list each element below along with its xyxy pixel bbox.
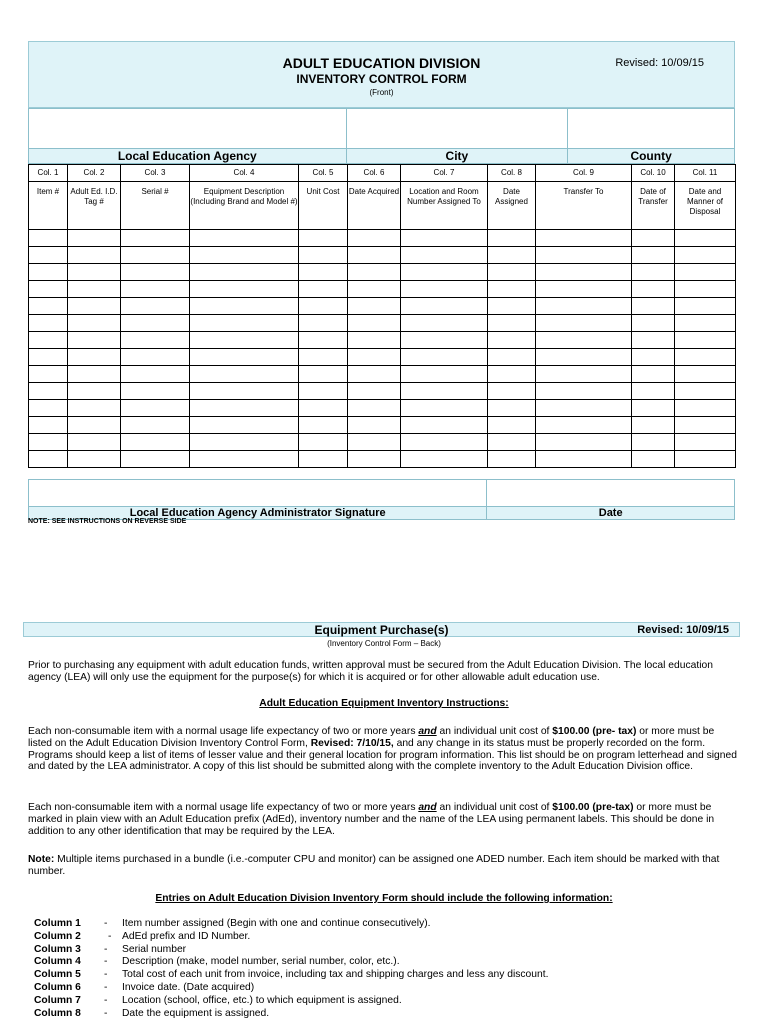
table-cell[interactable] — [68, 366, 121, 383]
table-cell[interactable] — [401, 332, 488, 349]
signature-table — [28, 479, 735, 520]
table-cell[interactable] — [68, 332, 121, 349]
table-cell[interactable] — [536, 230, 632, 247]
table-cell[interactable] — [401, 417, 488, 434]
table-cell[interactable] — [121, 230, 190, 247]
table-cell[interactable] — [488, 247, 536, 264]
table-cell[interactable] — [348, 400, 401, 417]
table-cell[interactable] — [121, 349, 190, 366]
bundle-note: Note: Multiple items purchased in a bundle (i.e.-computer CPU and monitor) can be assigned one ADED number. Each item should be marked with that number. — [28, 854, 720, 877]
table-row — [29, 400, 736, 417]
table-row — [29, 332, 736, 349]
table-cell[interactable] — [29, 281, 68, 298]
table-cell[interactable] — [632, 366, 675, 383]
table-cell[interactable] — [675, 230, 736, 247]
table-cell[interactable] — [190, 434, 299, 451]
column-number: Col. 5 — [299, 165, 348, 182]
table-cell[interactable] — [536, 281, 632, 298]
table-cell[interactable] — [190, 417, 299, 434]
table-cell[interactable] — [121, 400, 190, 417]
table-cell[interactable] — [299, 247, 348, 264]
table-cell[interactable] — [632, 230, 675, 247]
table-cell[interactable] — [675, 451, 736, 468]
column-number-row — [29, 165, 736, 182]
column-label: Column 1 — [34, 918, 81, 929]
table-cell[interactable] — [536, 247, 632, 264]
table-cell[interactable] — [675, 383, 736, 400]
table-cell[interactable] — [536, 383, 632, 400]
city-label: City — [346, 149, 568, 164]
form-header — [28, 41, 735, 108]
table-cell[interactable] — [190, 383, 299, 400]
table-cell[interactable] — [632, 332, 675, 349]
table-cell[interactable] — [675, 281, 736, 298]
table-cell[interactable] — [299, 349, 348, 366]
table-cell[interactable] — [675, 366, 736, 383]
table-cell[interactable] — [299, 417, 348, 434]
column-header: Serial # — [121, 182, 190, 230]
column-number: Col. 11 — [675, 165, 736, 182]
table-cell[interactable] — [29, 264, 68, 281]
table-cell[interactable] — [632, 434, 675, 451]
table-cell[interactable] — [68, 451, 121, 468]
table-cell[interactable] — [121, 315, 190, 332]
table-cell[interactable] — [536, 315, 632, 332]
table-cell[interactable] — [348, 349, 401, 366]
dash-separator: - — [104, 1007, 108, 1019]
table-cell[interactable] — [348, 383, 401, 400]
table-cell[interactable] — [675, 247, 736, 264]
table-cell[interactable] — [299, 315, 348, 332]
column-number: Col. 3 — [121, 165, 190, 182]
table-cell[interactable] — [536, 417, 632, 434]
back-header — [23, 622, 740, 637]
column-label: Column 6 — [34, 981, 81, 993]
table-cell[interactable] — [29, 247, 68, 264]
table-cell[interactable] — [401, 383, 488, 400]
back-subtitle: (Inventory Control Form – Back) — [327, 639, 441, 648]
table-cell[interactable] — [536, 434, 632, 451]
table-cell[interactable] — [121, 332, 190, 349]
column-description: Item number assigned (Begin with one and continue consecutively). — [122, 918, 431, 929]
table-cell[interactable] — [675, 298, 736, 315]
table-cell[interactable] — [121, 417, 190, 434]
column-number: Col. 4 — [190, 165, 299, 182]
table-cell[interactable] — [29, 400, 68, 417]
table-cell[interactable] — [348, 281, 401, 298]
table-cell[interactable] — [190, 247, 299, 264]
table-cell[interactable] — [348, 332, 401, 349]
table-cell[interactable] — [68, 264, 121, 281]
table-cell[interactable] — [68, 349, 121, 366]
table-cell[interactable] — [488, 332, 536, 349]
table-cell[interactable] — [536, 451, 632, 468]
table-cell[interactable] — [68, 400, 121, 417]
table-row — [29, 349, 736, 366]
table-cell[interactable] — [190, 451, 299, 468]
instructions-paragraph-1: Each non-consumable item with a normal usage life expectancy of two or more years and an individual unit cost of $100.00 (pre- tax) or more must be listed on the Adult Education Division Inventory Control Form, Revised: 7/10/15, and any change in its status must be properly recorded on the form. Programs should keep a list of items of lesser value and their general location for program information. This list should be on program letterhead and signed and dated by the LEA administrator. A copy of this list should be submitted along with the complete inventory to the Adult Education Division office. — [28, 726, 737, 773]
table-cell[interactable] — [401, 400, 488, 417]
column-description: Location (school, office, etc.) to which equipment is assigned. — [122, 994, 402, 1006]
table-cell[interactable] — [401, 264, 488, 281]
table-row — [29, 264, 736, 281]
table-cell[interactable] — [536, 298, 632, 315]
form-side-label: (Front) — [369, 88, 394, 97]
table-cell[interactable] — [401, 434, 488, 451]
column-header: Date of Transfer — [632, 182, 675, 230]
table-cell[interactable] — [488, 366, 536, 383]
dash-separator: - — [104, 956, 108, 968]
table-cell[interactable] — [488, 298, 536, 315]
table-cell[interactable] — [68, 434, 121, 451]
table-cell[interactable] — [29, 349, 68, 366]
column-number: Col. 6 — [348, 165, 401, 182]
intro-paragraph: Prior to purchasing any equipment with adult education funds, written approval must be secured from the Adult Education Division. The local education agency (LEA) will only use the equipment for the purpose(s) for which it is acquired or for other allowable adult education use. — [28, 660, 713, 683]
column-description: Date the equipment is assigned. — [122, 1007, 270, 1019]
table-cell[interactable] — [299, 383, 348, 400]
table-cell[interactable] — [488, 417, 536, 434]
table-cell[interactable] — [401, 298, 488, 315]
table-cell[interactable] — [299, 281, 348, 298]
table-cell[interactable] — [68, 298, 121, 315]
table-cell[interactable] — [632, 298, 675, 315]
table-cell[interactable] — [190, 264, 299, 281]
lea-info-table — [28, 108, 735, 164]
column-number: Col. 2 — [68, 165, 121, 182]
table-cell[interactable] — [190, 349, 299, 366]
column-label: Column 4 — [34, 956, 81, 968]
table-cell[interactable] — [401, 315, 488, 332]
table-cell[interactable] — [401, 349, 488, 366]
table-cell[interactable] — [299, 434, 348, 451]
back-revised-date: Revised: 10/09/15 — [637, 624, 729, 636]
column-number: Col. 10 — [632, 165, 675, 182]
table-cell[interactable] — [348, 451, 401, 468]
city-field[interactable] — [346, 109, 568, 149]
table-cell[interactable] — [299, 264, 348, 281]
table-cell[interactable] — [536, 349, 632, 366]
signature-date-field[interactable] — [487, 480, 735, 507]
table-cell[interactable] — [536, 366, 632, 383]
table-cell[interactable] — [675, 434, 736, 451]
dash-separator: - — [104, 943, 108, 955]
table-cell[interactable] — [299, 230, 348, 247]
table-row — [29, 315, 736, 332]
table-cell[interactable] — [190, 298, 299, 315]
table-cell[interactable] — [632, 417, 675, 434]
table-cell[interactable] — [121, 281, 190, 298]
table-cell[interactable] — [299, 400, 348, 417]
table-cell[interactable] — [348, 417, 401, 434]
column-number: Col. 8 — [488, 165, 536, 182]
column-description: Description (make, model number, serial number, color, etc.). — [122, 956, 400, 968]
table-cell[interactable] — [536, 332, 632, 349]
table-cell[interactable] — [121, 247, 190, 264]
instructions-paragraph-2: Each non-consumable item with a normal usage life expectancy of two or more years and an individual unit cost of $100.00 (pre-tax) or more must be marked in plain view with an Adult Education prefix (AdEd), inventory number and the name of the LEA using permanent labels. This should be done in addition to any other identification that may be required by the LEA. — [28, 802, 715, 837]
back-title: Equipment Purchase(s) — [314, 623, 449, 637]
table-cell[interactable] — [29, 451, 68, 468]
table-cell[interactable] — [536, 400, 632, 417]
table-cell[interactable] — [29, 298, 68, 315]
table-cell[interactable] — [348, 264, 401, 281]
table-row — [29, 281, 736, 298]
table-cell[interactable] — [401, 281, 488, 298]
signature-field[interactable] — [29, 480, 487, 507]
table-cell[interactable] — [348, 366, 401, 383]
entries-heading: Entries on Adult Education Division Inventory Form should include the following information: — [155, 893, 613, 904]
table-cell[interactable] — [68, 281, 121, 298]
table-cell[interactable] — [675, 315, 736, 332]
table-cell[interactable] — [488, 434, 536, 451]
table-cell[interactable] — [488, 315, 536, 332]
column-header: Item # — [29, 182, 68, 230]
column-number: Col. 9 — [536, 165, 632, 182]
county-field[interactable] — [568, 109, 735, 149]
column-header: Date Assigned — [488, 182, 536, 230]
table-cell[interactable] — [190, 315, 299, 332]
table-cell[interactable] — [121, 383, 190, 400]
table-cell[interactable] — [401, 230, 488, 247]
table-cell[interactable] — [299, 332, 348, 349]
table-cell[interactable] — [348, 230, 401, 247]
table-cell[interactable] — [488, 451, 536, 468]
column-header: Date and Manner of Disposal — [675, 182, 736, 230]
column-description: Total cost of each unit from invoice, including tax and shipping charges and less any discount. — [122, 969, 549, 981]
table-cell[interactable] — [401, 366, 488, 383]
table-cell[interactable] — [299, 451, 348, 468]
table-cell[interactable] — [68, 315, 121, 332]
table-cell[interactable] — [348, 298, 401, 315]
column-header: Date Acquired — [348, 182, 401, 230]
inventory-table — [28, 164, 736, 468]
table-cell[interactable] — [632, 315, 675, 332]
table-cell[interactable] — [121, 298, 190, 315]
table-cell[interactable] — [488, 264, 536, 281]
table-cell[interactable] — [536, 264, 632, 281]
table-row — [29, 230, 736, 247]
table-cell[interactable] — [348, 434, 401, 451]
table-cell[interactable] — [348, 315, 401, 332]
table-row — [29, 451, 736, 468]
table-cell[interactable] — [121, 434, 190, 451]
dash-separator: - — [108, 930, 112, 942]
table-row — [29, 298, 736, 315]
table-cell[interactable] — [675, 264, 736, 281]
table-cell[interactable] — [29, 366, 68, 383]
signature-label: Local Education Agency Administrator Signature — [29, 507, 487, 520]
table-cell[interactable] — [29, 332, 68, 349]
table-cell[interactable] — [632, 451, 675, 468]
table-cell[interactable] — [68, 247, 121, 264]
table-cell[interactable] — [488, 383, 536, 400]
table-cell[interactable] — [190, 400, 299, 417]
column-header: Adult Ed. I.D. Tag # — [68, 182, 121, 230]
table-row — [29, 366, 736, 383]
column-header: Transfer To — [536, 182, 632, 230]
lea-name-field[interactable] — [29, 109, 347, 149]
table-cell[interactable] — [488, 400, 536, 417]
table-cell[interactable] — [68, 383, 121, 400]
revised-date: Revised: 10/09/15 — [615, 57, 704, 69]
column-label: Column 8 — [34, 1007, 81, 1019]
column-header: Equipment Description (Including Brand and Model #) — [190, 182, 299, 230]
table-row — [29, 247, 736, 264]
column-description: Serial number — [122, 943, 187, 955]
county-label: County — [568, 149, 735, 164]
column-label: Column 3 — [34, 943, 81, 955]
reverse-side-note: NOTE: SEE INSTRUCTIONS ON REVERSE SIDE — [28, 518, 187, 525]
column-header: Unit Cost — [299, 182, 348, 230]
column-label: Column 2 — [34, 930, 81, 942]
table-cell[interactable] — [632, 281, 675, 298]
table-cell[interactable] — [29, 230, 68, 247]
column-number: Col. 7 — [401, 165, 488, 182]
table-cell[interactable] — [348, 247, 401, 264]
table-cell[interactable] — [29, 434, 68, 451]
table-row — [29, 383, 736, 400]
table-cell[interactable] — [675, 400, 736, 417]
lea-label: Local Education Agency — [29, 149, 347, 164]
table-cell[interactable] — [488, 349, 536, 366]
table-cell[interactable] — [299, 366, 348, 383]
table-row — [29, 434, 736, 451]
column-label: Column 5 — [34, 969, 81, 981]
date-label: Date — [487, 507, 735, 520]
dash-separator: - — [104, 918, 108, 929]
table-cell[interactable] — [121, 366, 190, 383]
dash-separator: - — [104, 969, 108, 981]
table-cell[interactable] — [29, 383, 68, 400]
table-row — [29, 417, 736, 434]
table-cell[interactable] — [190, 332, 299, 349]
column-label: Column 7 — [34, 994, 81, 1006]
table-cell[interactable] — [632, 349, 675, 366]
table-cell[interactable] — [488, 230, 536, 247]
table-cell[interactable] — [401, 451, 488, 468]
table-cell[interactable] — [632, 247, 675, 264]
form-title: ADULT EDUCATION DIVISION — [282, 55, 481, 71]
form-subtitle: INVENTORY CONTROL FORM — [296, 72, 467, 86]
column-header-row — [29, 182, 736, 230]
table-cell[interactable] — [401, 247, 488, 264]
dash-separator: - — [104, 981, 108, 993]
column-description: Invoice date. (Date acquired) — [122, 981, 255, 993]
column-header: Location and Room Number Assigned To — [401, 182, 488, 230]
table-cell[interactable] — [29, 315, 68, 332]
table-cell[interactable] — [675, 417, 736, 434]
table-cell[interactable] — [190, 366, 299, 383]
table-cell[interactable] — [488, 281, 536, 298]
column-number: Col. 1 — [29, 165, 68, 182]
table-cell[interactable] — [190, 281, 299, 298]
table-cell[interactable] — [632, 400, 675, 417]
instructions-heading: Adult Education Equipment Inventory Instructions: — [259, 698, 509, 709]
table-cell[interactable] — [121, 451, 190, 468]
table-cell[interactable] — [632, 383, 675, 400]
column-description: AdEd prefix and ID Number. — [122, 930, 251, 942]
table-cell[interactable] — [632, 264, 675, 281]
table-cell[interactable] — [29, 417, 68, 434]
table-cell[interactable] — [68, 230, 121, 247]
table-cell[interactable] — [675, 349, 736, 366]
table-cell[interactable] — [68, 417, 121, 434]
table-cell[interactable] — [299, 298, 348, 315]
table-cell[interactable] — [190, 230, 299, 247]
table-cell[interactable] — [121, 264, 190, 281]
table-cell[interactable] — [675, 332, 736, 349]
dash-separator: - — [104, 994, 108, 1006]
